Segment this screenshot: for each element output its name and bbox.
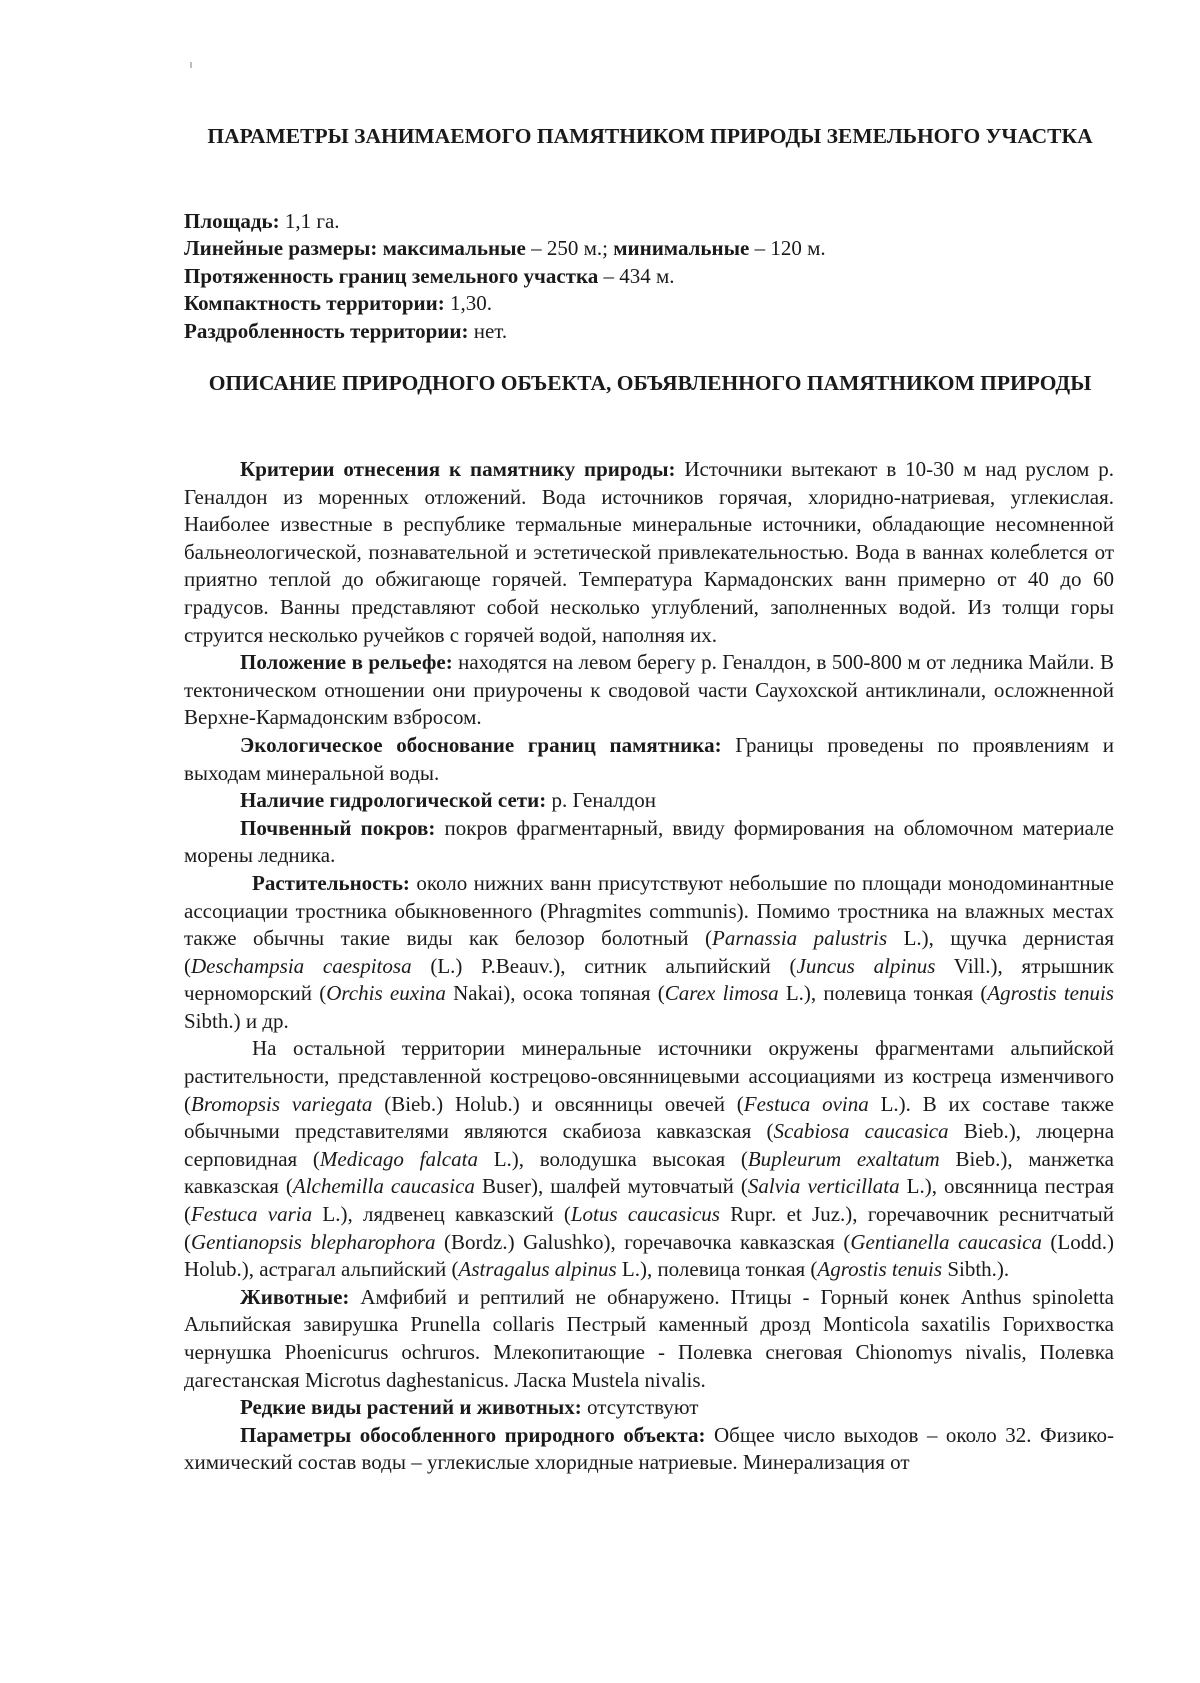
paragraph-alpine-vegetation	[184, 1035, 1114, 1283]
species-name: Agrostis tenuis	[817, 1257, 943, 1282]
paragraph-text: L.), лядвенец кавказский (	[312, 1202, 571, 1227]
param-sublabel: максимальные	[377, 236, 526, 261]
species-name: Alchemilla caucasica	[292, 1174, 475, 1199]
paragraph-text: Общее число выходов – около 32. Физико-химический состав воды – углекислые хлоридные натриевые. Минерализация от	[184, 1422, 1114, 1475]
paragraph-text: Buser), шалфей мутовчатый (	[474, 1174, 748, 1199]
paragraph-text: Sibth.) и др.	[184, 1008, 289, 1033]
species-name: Scabiosa caucasica	[773, 1119, 949, 1144]
paragraph-text: Vill.), ятрышник черноморский (	[184, 953, 1115, 1006]
paragraph-text: Bieb.), манжетка кавказская (	[184, 1146, 1114, 1199]
species-name: Deschampsia caespitosa	[191, 953, 412, 978]
paragraph-text: L.), полевица тонкая (	[778, 981, 988, 1006]
land-parameters-list	[184, 208, 1114, 345]
param-boundary-length	[184, 263, 1114, 290]
species-name: Agrostis tenuis	[987, 981, 1114, 1006]
paragraph-text: Bieb.), люцерна серповидная (	[184, 1119, 1115, 1171]
param-label: Линейные размеры:	[184, 236, 378, 261]
paragraph-label: Положение в рельефе:	[240, 650, 453, 675]
paragraph-text: Источники вытекают в 10-30 м над руслом р. Геналдон из моренных отложений. Вода источников горячая, хлоридно-натриевая, углекислая. Наиболее известные в республике термальные минеральные источники, обладающие несомненной бальнеологической, познавательной и эстетической привлекательностью. Вода в ваннах колеблется от приятно теплой до обжигающе горячей. Температура Кармадонских ванн примерно от 40 до 60 градусов. Ванны представляют собой несколько углублений, заполненных водой. Из толщи горы струится несколько ручейков с горячей водой, наполняя их.	[184, 457, 1114, 647]
paragraph-text: L.). В их составе также обычными представителями являются скабиоза кавказская (	[184, 1091, 1114, 1144]
paragraph-label: Растительность:	[252, 870, 410, 895]
param-value: нет.	[468, 318, 508, 343]
paragraph-text: (Bieb.) Holub.) и овсянницы овечей (	[372, 1091, 744, 1116]
species-name: Astragalus alpinus	[458, 1257, 617, 1282]
param-value: – 250 м.;	[525, 236, 608, 261]
paragraph-text: L.), овсянница пестрая (	[184, 1174, 1114, 1227]
paragraph-isolated-object	[184, 1422, 1114, 1477]
paragraph-text: (Bordz.) Galushko), горечавочка кавказская (	[435, 1229, 851, 1254]
section-title-object-description: ОПИСАНИЕ ПРИРОДНОГО ОБЪЕКТА, ОБЪЯВЛЕННОГО ПАМЯТНИКОМ ПРИРОДЫ	[208, 371, 1092, 395]
scan-speck	[190, 62, 192, 68]
section-title-land-parameters: ПАРАМЕТРЫ ЗАНИМАЕМОГО ПАМЯТНИКОМ ПРИРОДЫ ЗЕМЕЛЬНОГО УЧАСТКА	[207, 124, 1093, 148]
paragraph-label: Животные:	[240, 1284, 350, 1309]
param-area	[184, 208, 1114, 235]
species-name: Gentianella caucasica	[850, 1229, 1042, 1254]
paragraph-text: отсутствуют	[581, 1395, 699, 1420]
species-name: Gentianopsis blepharophora	[191, 1229, 436, 1254]
paragraph-relief	[184, 649, 1114, 732]
paragraph-text: На остальной территории минеральные источники окружены фрагментами альпийской растительности, представленной кострецово-овсянницевыми ассоциациями из костреца изменчивого (	[184, 1036, 1114, 1116]
param-label: Раздробленность территории:	[184, 318, 469, 343]
paragraph-label: Параметры обособленного природного объекта:	[240, 1422, 706, 1447]
species-name: Lotus caucasicus	[570, 1202, 720, 1227]
paragraph-label: Экологическое обоснование границ памятника:	[240, 732, 722, 757]
paragraph-vegetation	[184, 870, 1114, 1036]
paragraph-soil	[184, 815, 1114, 870]
paragraph-criteria	[184, 456, 1114, 649]
species-name: Festuca varia	[191, 1202, 313, 1227]
species-name: Parnassia palustris	[712, 926, 888, 951]
paragraph-rare-species	[184, 1394, 1114, 1422]
paragraph-text: Sibth.).	[942, 1257, 1010, 1282]
paragraph-hydrology	[184, 787, 1114, 815]
species-name: Juncus alpinus	[796, 953, 936, 978]
param-value: – 120 м.	[749, 236, 826, 261]
paragraph-text: (Lodd.) Holub.), астрагал альпийский (	[184, 1229, 1114, 1282]
paragraph-label: Наличие гидрологической сети:	[240, 788, 547, 813]
species-name: Salvia verticillata	[747, 1174, 900, 1199]
paragraph-animals	[184, 1284, 1114, 1394]
paragraph-text: Амфибий и рептилий не обнаружено. Птицы - Горный конек Anthus spinoletta Альпийская завирушка Prunella collaris Пестрый каменный дрозд Monticola saxatilis Горихвостка чернушка Phoenicurus ochruros. Млекопитающие - Полевка снеговая Chionomys nivalis, Полевка дагестанская Microtus daghestanicus. Ласка Mustela nivalis.	[184, 1284, 1114, 1392]
paragraph-text: L.), щучка дернистая (	[184, 926, 1114, 978]
paragraph-text: Nakai), осока топяная (	[445, 981, 665, 1006]
paragraph-label: Почвенный покров:	[240, 815, 436, 840]
param-label: Компактность территории:	[184, 291, 445, 316]
param-value: 1,30.	[444, 291, 492, 316]
species-name: Medicago falcata	[319, 1146, 478, 1171]
species-name: Bupleurum exaltatum	[747, 1146, 940, 1171]
species-name: Orchis euxina	[326, 981, 446, 1006]
paragraph-text: около нижних ванн присутствуют небольшие по площади монодоминантные ассоциации тростника обыкновенного (Phragmites communis). Помимо тростника на влажных местах также обычны такие виды как белозор болотный (	[184, 870, 1114, 951]
param-value: 1,1 га.	[279, 209, 340, 233]
paragraph-text: находятся на левом берегу р. Геналдон, в 500-800 м от ледника Майли. В тектоническом отношении они приурочены к сводовой части Саухохской антиклинали, осложненной Верхне-Кармадонским взбросом.	[184, 650, 1114, 730]
param-label: Протяженность границ земельного участка	[184, 263, 599, 288]
species-name: Carex limosa	[664, 981, 779, 1006]
param-fragmentation	[184, 318, 1114, 345]
paragraph-text: L.), полевица тонкая (	[616, 1257, 818, 1282]
paragraph-label: Редкие виды растений и животных:	[240, 1395, 582, 1420]
param-sublabel: минимальные	[607, 236, 750, 261]
paragraph-text: покров фрагментарный, ввиду формирования на обломочном материале морены ледника.	[184, 815, 1114, 868]
param-label: Площадь:	[184, 209, 280, 233]
species-name: Bromopsis variegata	[191, 1091, 373, 1116]
paragraph-text: (L.) P.Beauv.), ситник альпийский (	[411, 953, 797, 978]
paragraph-text: Границы проведены по проявлениям и выходам минеральной воды.	[184, 732, 1114, 785]
paragraph-text: р. Геналдон	[546, 788, 656, 813]
paragraph-text: Rupr. et Juz.), горечавочник реснитчатый (	[184, 1202, 1115, 1254]
description-body	[184, 456, 1114, 1477]
paragraph-label: Критерии отнесения к памятнику природы:	[240, 457, 676, 481]
paragraph-text: L.), володушка высокая (	[477, 1146, 748, 1171]
param-compactness	[184, 290, 1114, 317]
species-name: Festuca ovina	[743, 1091, 869, 1116]
param-value: – 434 м.	[598, 263, 675, 288]
paragraph-ecology	[184, 732, 1114, 787]
param-linear-dimensions	[184, 235, 1114, 262]
